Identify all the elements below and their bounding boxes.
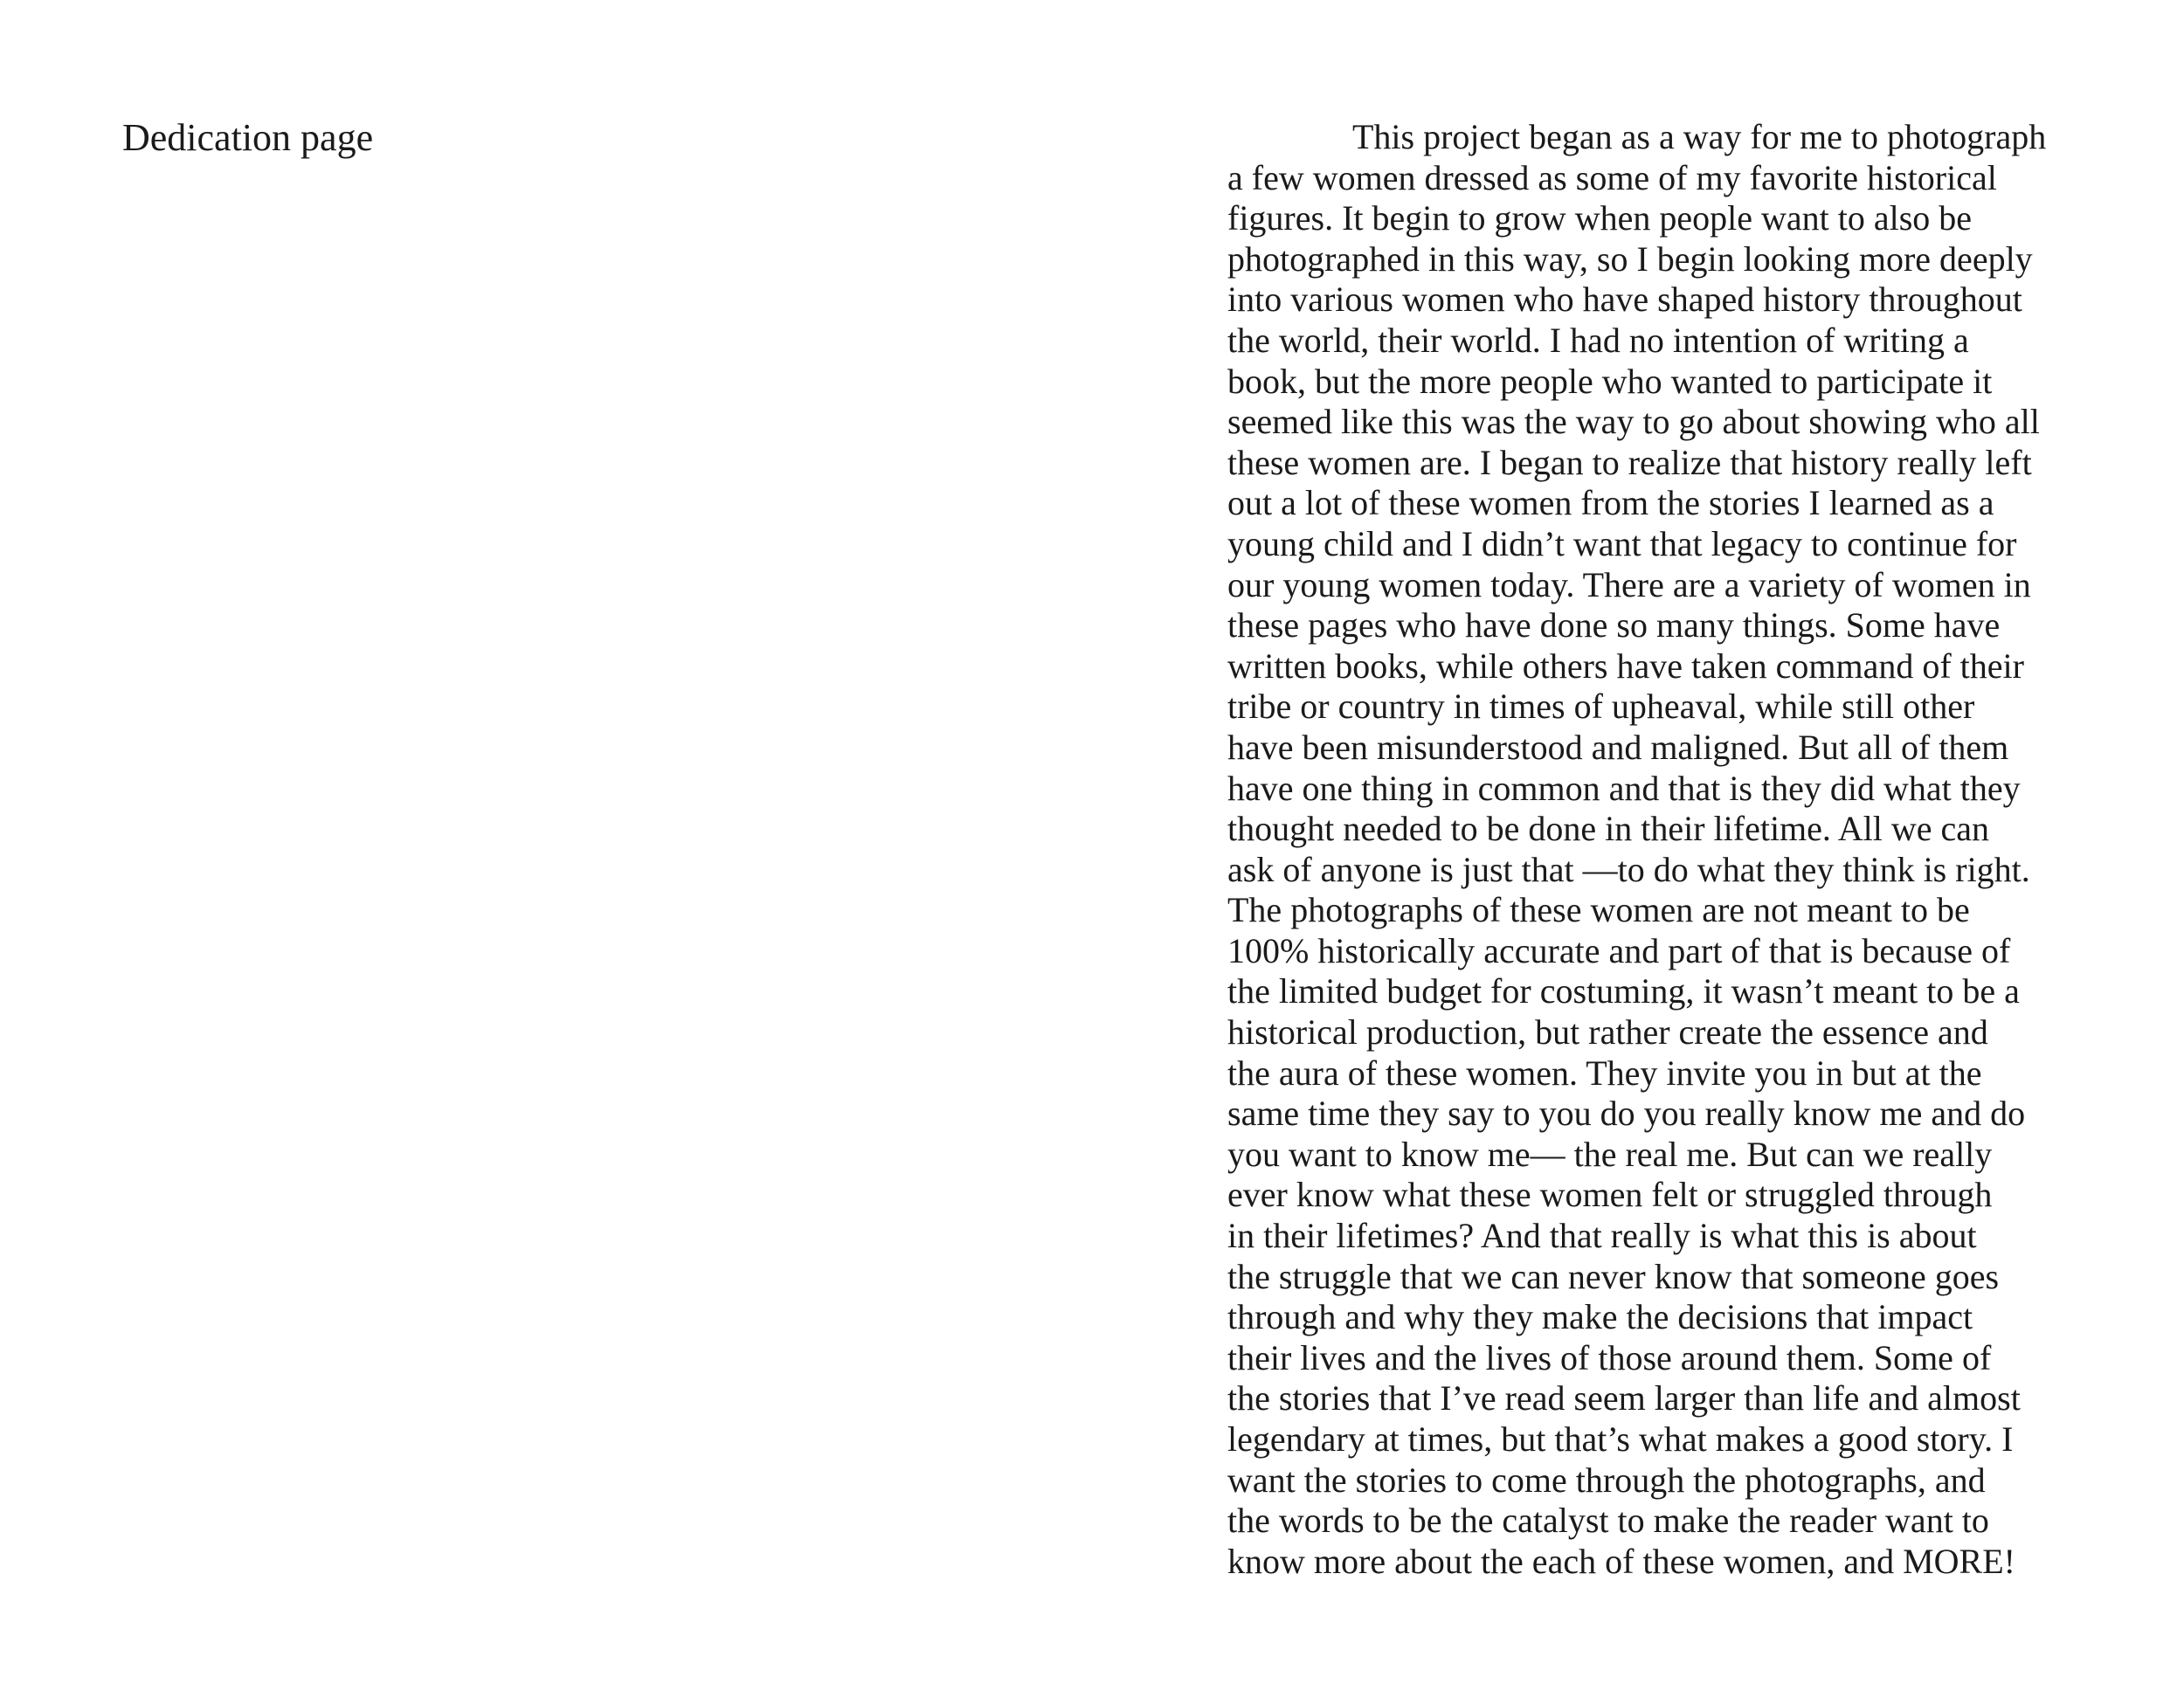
text-line: our young women today. There are a variety of women in xyxy=(1227,564,2031,604)
text-line: know more about the each of these women, and MORE! xyxy=(1227,1541,2015,1581)
text-line: This project began as a way for me to photograph xyxy=(1352,117,2047,156)
text-line: written books, while others have taken command of their xyxy=(1227,645,2024,686)
text-line: historical production, but rather create the essence and xyxy=(1227,1012,1988,1053)
text-line: ask of anyone is just that —to do what they think is right. xyxy=(1227,849,2030,889)
text-line: 100% historically accurate and part of that is because of xyxy=(1227,930,2011,970)
text-line: tribe or country in times of upheaval, while still other xyxy=(1227,687,1975,727)
text-line: the stories that I’ve read seem larger than life and almost xyxy=(1227,1378,2021,1418)
text-line: figures. It begin to grow when people want to also be xyxy=(1227,198,1973,238)
text-line: seemed like this was the way to go about showing who all xyxy=(1227,402,2040,442)
text-line: a few women dressed as some of my favorite historical xyxy=(1227,157,1997,197)
text-line: through and why they make the decisions that impact xyxy=(1227,1297,1973,1337)
text-line: the world, their world. I had no intention of writing a xyxy=(1227,320,1969,360)
text-line: young child and I didn’t want that legacy to continue for xyxy=(1227,523,2017,563)
text-line: out a lot of these women from the stories I learned as a xyxy=(1227,483,1994,523)
text-line: have one thing in common and that is they did what they xyxy=(1227,768,2021,808)
text-line: the struggle that we can never know that someone goes xyxy=(1227,1256,2000,1296)
text-line: thought needed to be done in their lifetime. All we can xyxy=(1227,809,1989,849)
text-line: these pages who have done so many things. Some have xyxy=(1227,605,2001,645)
text-line: the words to be the catalyst to make the reader want to xyxy=(1227,1501,1989,1541)
body-paragraph xyxy=(1227,117,2101,1582)
text-line: their lives and the lives of those around them. Some of xyxy=(1227,1337,1992,1377)
text-line: the limited budget for costuming, it wasn’t meant to be a xyxy=(1227,971,2020,1011)
text-line: the aura of these women. They invite you in but at the xyxy=(1227,1053,1982,1093)
text-line: legendary at times, but that’s what makes a good story. I xyxy=(1227,1419,2014,1459)
text-line: ever know what these women felt or struggled through xyxy=(1227,1175,1993,1215)
text-line: The photographs of these women are not meant to be xyxy=(1227,890,1970,930)
text-line: you want to know me— the real me. But can we really xyxy=(1227,1134,1993,1174)
dedication-title: Dedication page xyxy=(122,116,374,159)
text-line: these women are. I began to realize that history really left xyxy=(1227,442,2032,482)
right-page xyxy=(1092,0,2184,1698)
text-line: photographed in this way, so I begin looking more deeply xyxy=(1227,238,2033,279)
text-line: want the stories to come through the photographs, and xyxy=(1227,1460,1986,1500)
text-line: have been misunderstood and maligned. But all of them xyxy=(1227,727,2009,767)
text-line: into various women who have shaped history throughout xyxy=(1227,280,2022,320)
text-line: book, but the more people who wanted to participate it xyxy=(1227,361,1993,401)
text-line: same time they say to you do you really know me and do xyxy=(1227,1094,2026,1134)
text-line: in their lifetimes? And that really is what this is about xyxy=(1227,1216,1977,1256)
